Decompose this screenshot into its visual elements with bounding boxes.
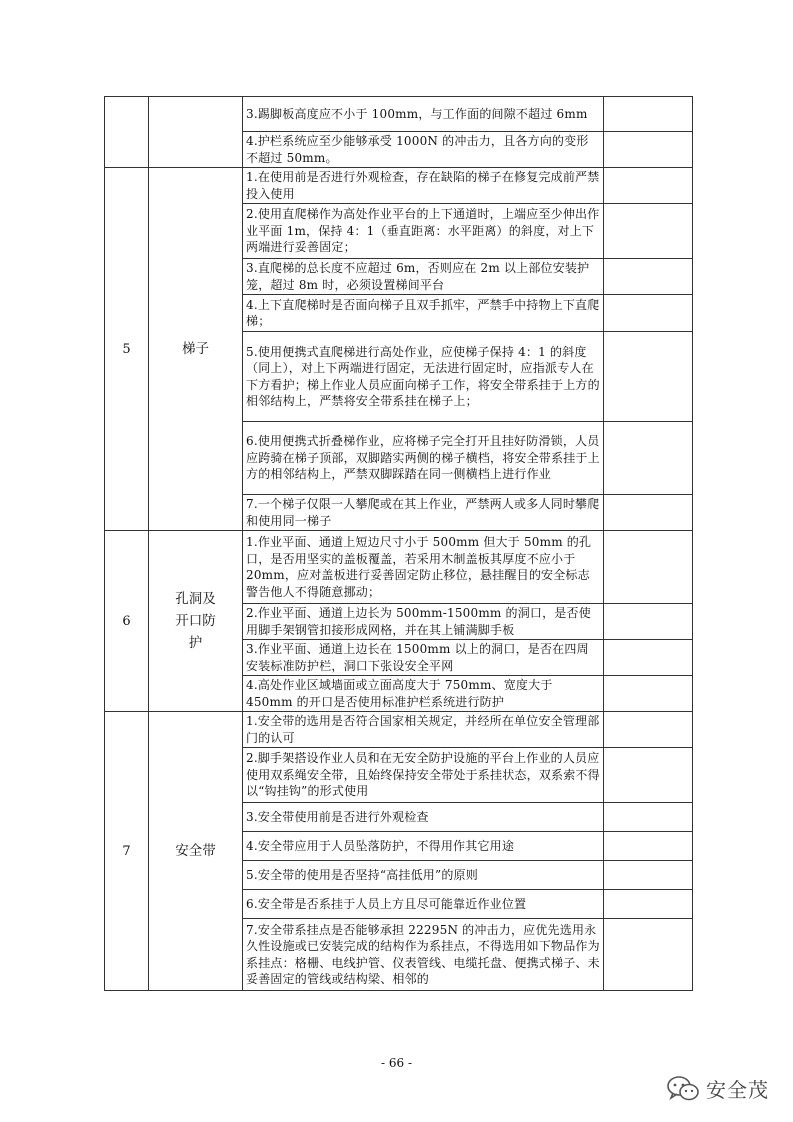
result-cell[interactable] (604, 531, 693, 604)
check-item: 3.安全带使用前是否进行外观检查 (243, 803, 604, 832)
result-cell[interactable] (604, 204, 693, 259)
check-item: 7.一个梯子仅限一人攀爬或在其上作业，严禁两人或多人同时攀爬和使用同一梯子 (243, 495, 604, 531)
row-number-cell: 6 (105, 531, 149, 712)
check-item: 6.使用便携式折叠梯作业，应将梯子完全打开且挂好防滑锁，人员应跨骑在梯子顶部，双脚踏实两侧的梯子横档，将安全带系挂于上方的相邻结构上，严禁双脚踩踏在同一侧横档上进行作业 (243, 422, 604, 495)
category-cell: 梯子 (149, 168, 243, 531)
check-item: 2.作业平面、通道上边长为 500mm-1500mm 的洞口，是否使用脚手架钢管扣接形成网格，并在其上铺满脚手板 (243, 604, 604, 640)
category-cell (149, 531, 243, 712)
result-cell[interactable] (604, 495, 693, 531)
page-number: - 66 - (380, 1056, 412, 1070)
category-cell (149, 97, 243, 168)
check-item: 1.安全带的选用是否符合国家相关规定，并经所在单位安全管理部门的认可 (243, 712, 604, 748)
result-cell[interactable] (604, 295, 693, 332)
check-item: 3.直爬梯的总长度不应超过 6m，否则应在 2m 以上部位安装护笼，超过 8m 时，必须设置梯间平台 (243, 259, 604, 295)
watermark-text: 安全茂 (706, 1078, 769, 1102)
result-cell[interactable] (604, 832, 693, 861)
check-item: 2.使用直爬梯作为高处作业平台的上下通道时，上端应至少伸出作业平面 1m，保持 4：1（垂直距离：水平距离）的斜度，对上下两端进行妥善固定； (243, 204, 604, 259)
table-row (105, 168, 693, 204)
check-item: 4.安全带应用于人员坠落防护，不得用作其它用途 (243, 832, 604, 861)
result-cell[interactable] (604, 890, 693, 919)
result-cell[interactable] (604, 332, 693, 422)
check-item: 5.安全带的使用是否坚持“高挂低用”的原则 (243, 861, 604, 890)
wechat-icon (666, 1075, 700, 1103)
check-item: 5.使用便携式直爬梯进行高处作业，应使梯子保持 4：1 的斜度（同上），对上下两端进行固定，无法进行固定时，应指派专人在下方看护；梯上作业人员应面向梯子工作，将安全带系挂于上方的相邻结构上，严禁将安全带系挂在梯子上； (243, 332, 604, 422)
result-cell[interactable] (604, 676, 693, 712)
result-cell[interactable] (604, 803, 693, 832)
watermark (666, 1074, 769, 1103)
check-item: 4.上下直爬梯时是否面向梯子且双手抓牢，严禁手中持物上下直爬梯； (243, 295, 604, 332)
check-item: 4.高处作业区域墙面或立面高度大于 750mm、宽度大于 450mm 的开口是否使用标准护栏系统进行防护 (243, 676, 604, 712)
row-number-cell: 7 (105, 712, 149, 991)
check-item: 1.作业平面、通道上短边尺寸小于 500mm 但大于 50mm 的孔口，是否用坚实的盖板覆盖，若采用木制盖板其厚度不应小于 20mm，应对盖板进行妥善固定防止移位，悬挂醒目的安全标志警告他人不得随意挪动； (243, 531, 604, 604)
row-number-cell: 5 (105, 168, 149, 531)
result-cell[interactable] (604, 168, 693, 204)
result-cell[interactable] (604, 919, 693, 991)
check-item: 4.护栏系统应至少能够承受 1000N 的冲击力，且各方向的变形不超过 50mm。 (243, 132, 604, 168)
checklist-table (104, 96, 693, 991)
result-cell[interactable] (604, 861, 693, 890)
result-cell[interactable] (604, 640, 693, 676)
result-cell[interactable] (604, 748, 693, 803)
result-cell[interactable] (604, 604, 693, 640)
table-row (105, 712, 693, 748)
result-cell[interactable] (604, 712, 693, 748)
check-item: 3.踢脚板高度应不小于 100mm，与工作面的间隙不超过 6mm (243, 97, 604, 132)
result-cell[interactable] (604, 97, 693, 132)
row-number-cell (105, 97, 149, 168)
result-cell[interactable] (604, 259, 693, 295)
category-cell: 安全带 (149, 712, 243, 991)
table-row (105, 531, 693, 604)
check-item: 1.在使用前是否进行外观检查，存在缺陷的梯子在修复完成前严禁投入使用 (243, 168, 604, 204)
check-item: 7.安全带系挂点是否能够承担 22295N 的冲击力，应优先选用永久性设施或已安装完成的结构作为系挂点，不得选用如下物品作为系挂点：格栅、电线护管、仪表管线、电缆托盘、便携式梯子、未妥善固定的管线或结构梁、相邻的 (243, 919, 604, 991)
result-cell[interactable] (604, 422, 693, 495)
check-item: 3.作业平面、通道上边长在 1500mm 以上的洞口，是否在四周安装标准防护栏，洞口下张设安全平网 (243, 640, 604, 676)
check-item: 2.脚手架搭设作业人员和在无安全防护设施的平台上作业的人员应使用双系绳安全带，且始终保持安全带处于系挂状态，双系索不得以“钩挂钩”的形式使用 (243, 748, 604, 803)
result-cell[interactable] (604, 132, 693, 168)
table-row (105, 97, 693, 132)
category-label: 孔洞及开口防护 (175, 591, 216, 651)
check-item: 6.安全带是否系挂于人员上方且尽可能靠近作业位置 (243, 890, 604, 919)
